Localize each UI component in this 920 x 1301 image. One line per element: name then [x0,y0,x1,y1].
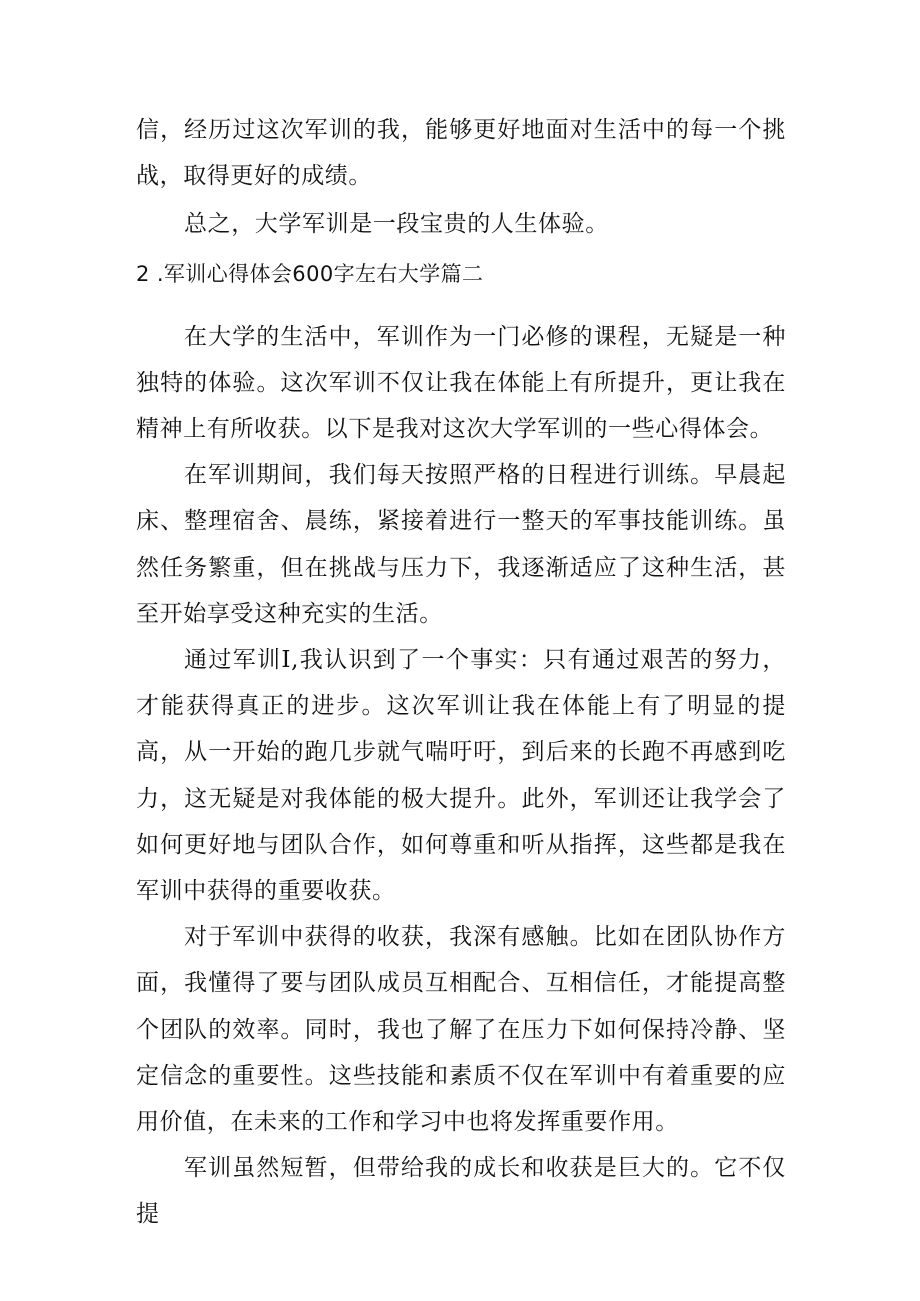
paragraph-intro: 在大学的生活中，军训作为一门必修的课程，无疑是一种独特的体验。这次军训不仅让我在体能上有所提升，更让我在精神上有所收获。以下是我对这次大学军训的一些心得体会。 [136,323,786,443]
paragraph-conclusion: 军训虽然短暂，但带给我的成长和收获是巨大的。它不仅提 [136,1155,786,1228]
paragraph-insight: 通过军训I,我认识到了一个事实：只有通过艰苦的努力，才能获得真正的进步。这次军训让我在体能上有了明显的提高，从一开始的跑几步就气喘吁吁，到后来的长跑不再感到吃力，这无疑是对我体能的极大提升。此外，军训还让我学会了如何更好地与团队合作，如何尊重和听从指挥，这些都是我在军训中获得的重要收获。 [136,647,786,905]
paragraph-gains: 对于军训中获得的收获，我深有感触。比如在团队协作方面，我懂得了要与团队成员互相配合、互相信任，才能提高整个团队的效率。同时，我也了解了在压力下如何保持冷静、坚定信念的重要性。这些技能和素质不仅在军训中有着重要的应用价值，在未来的工作和学习中也将发挥重要作用。 [136,924,786,1136]
paragraph-training-period: 在军训期间，我们每天按照严格的日程进行训练。早晨起床、整理宿舍、晨练，紧接着进行一整天的军事技能训练。虽然任务繁重，但在挑战与压力下，我逐渐适应了这种生活，甚至开始享受这种充实的生活。 [136,462,786,627]
section-heading: 2 .军训心得体会600字左右大学篇二 [136,261,484,286]
paragraph-continuation: 信，经历过这次军训的我，能够更好地面对生活中的每一个挑战，取得更好的成绩。 [136,117,786,190]
document-body [136,107,786,1238]
paragraph-summary: 总之，大学军训是一段宝贵的人生体验。 [184,211,609,238]
